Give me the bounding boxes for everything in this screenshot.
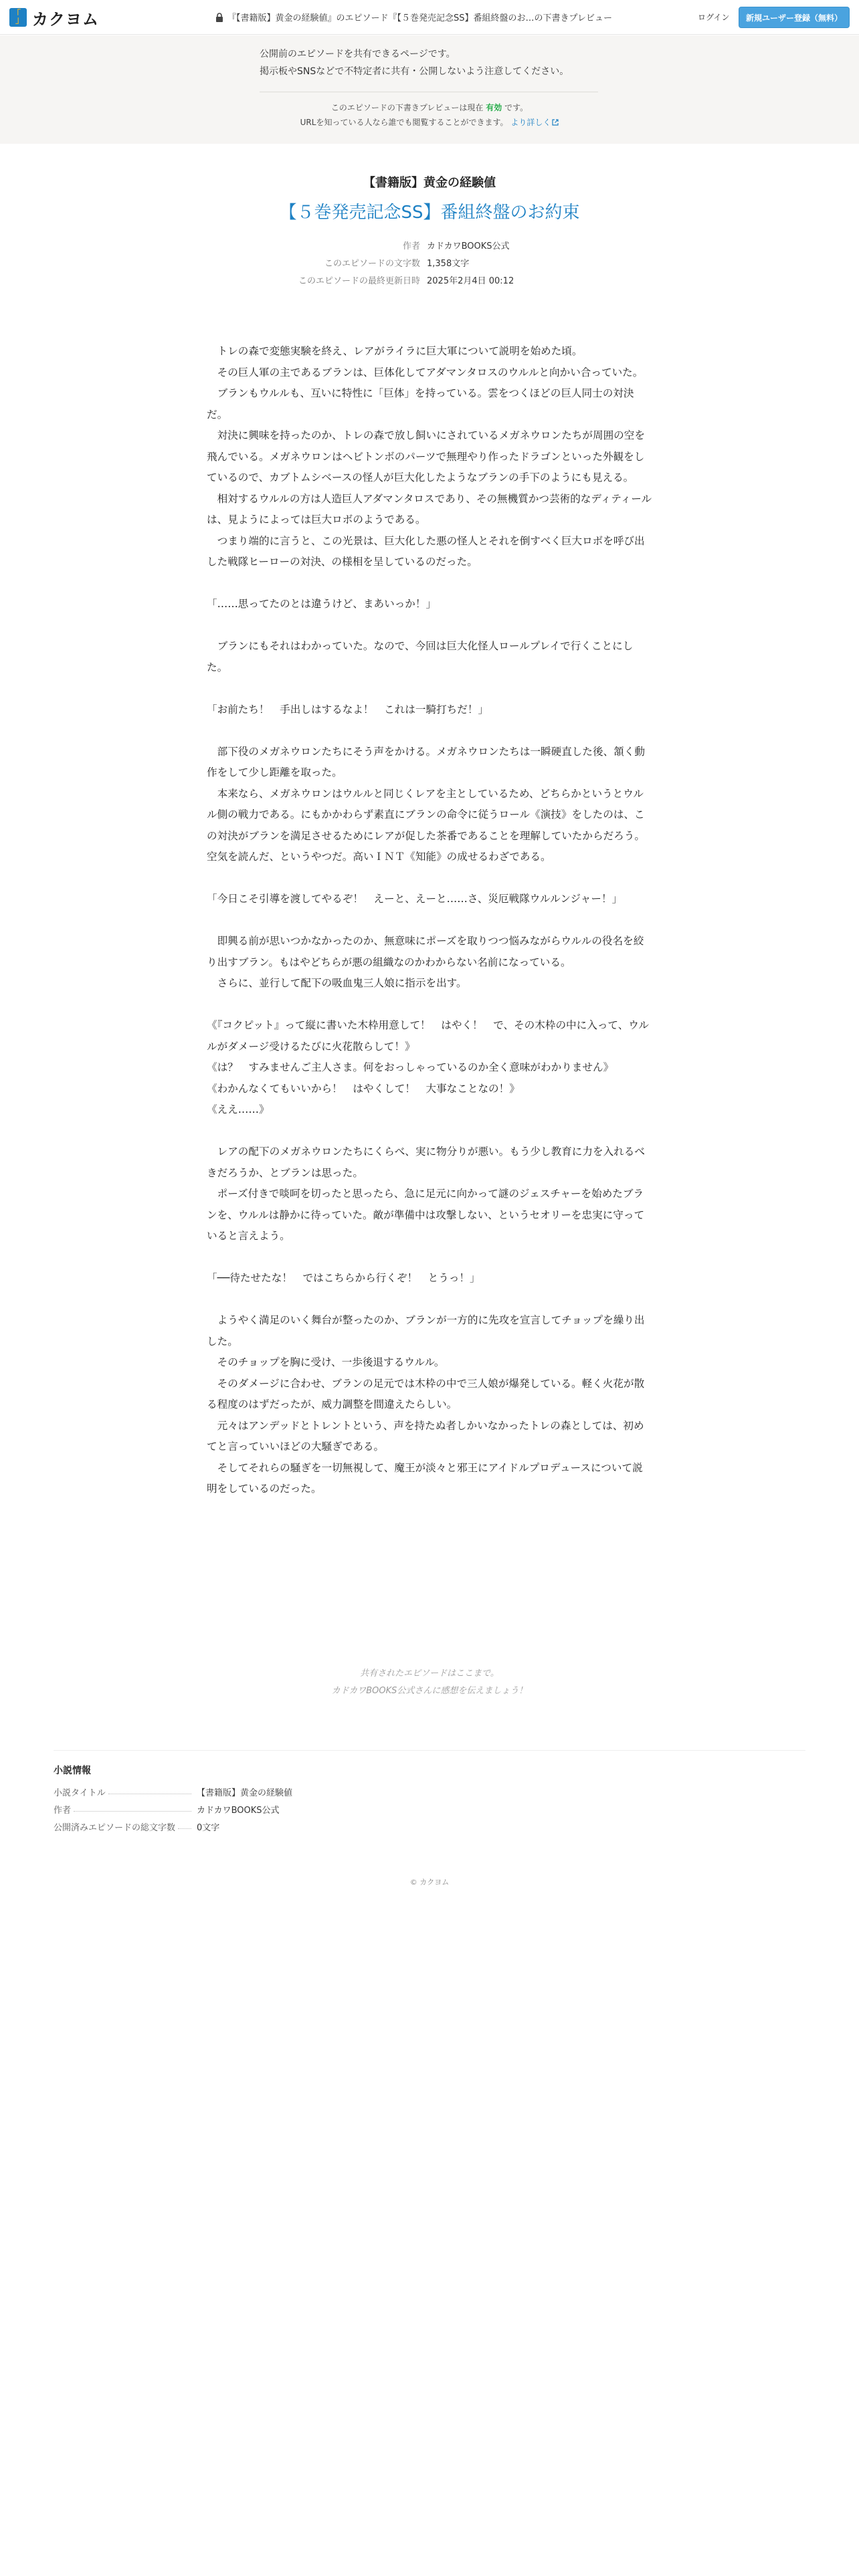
body-paragraph (207, 1121, 652, 1142)
logo-text: カクヨム (32, 9, 99, 29)
end-note-line-2: カドカワBOOKS公式さんに感想を伝えましょう！ (331, 1686, 528, 1696)
kakuyomu-logo[interactable] (9, 7, 99, 27)
info-heading: 小説情報 (54, 1765, 91, 1776)
info-value: 【書籍版】黄金の経験値 (197, 1788, 293, 1798)
meta-label: このエピソードの最終更新日時 (298, 276, 420, 286)
body-paragraph (207, 678, 652, 700)
meta-row-char-count (201, 255, 658, 273)
body-paragraph (207, 910, 652, 932)
body-paragraph: 元々はアンデッドとトレントという、声を持たぬ者しかいなかったトレの森としては、初めてと言っていいほどの大騒ぎである。 (207, 1419, 644, 1453)
body-paragraph: その巨人軍の主であるブランは、巨体化してアダマンタロスのウルルと向かい合っていた。 (207, 366, 644, 379)
body-paragraph: ブランもウルルも、互いに特性に「巨体」を持っている。雲をつくほどの巨人同士の対決だ。 (207, 387, 634, 421)
body-paragraph: 《『コクピット』って縦に書いた木枠用意して！ はやく！ で、その木枠の中に入って、ウルルがダメージ受けるたびに火花散らして！》 (207, 1019, 650, 1053)
info-label-wrap (54, 1802, 197, 1820)
meta-value: 2025年2月4日 00:12 (427, 276, 514, 286)
footer-copyright: © カクヨム (409, 1878, 450, 1887)
info-divider (54, 1750, 805, 1751)
episode-body (207, 341, 652, 1500)
body-paragraph: ポーズ付きで啖呵を切ったと思ったら、急に足元に向かって謎のジェスチャーを始めたブランを、ウルルは静かに待っていた。敵が準備中は攻撃しない、というセオリーを忠実に守っていると言えよう。 (207, 1188, 645, 1242)
notice-status (0, 100, 859, 130)
body-paragraph (207, 1289, 652, 1311)
info-value: 0文字 (197, 1823, 220, 1833)
more-info-link-label: より詳しく (510, 118, 551, 127)
info-label-wrap (54, 1785, 197, 1802)
body-paragraph: 《わかんなくてもいいから！ はやくして！ 大事なことなの！》 (207, 1082, 520, 1095)
episode-meta (201, 238, 658, 290)
end-note-line-1: 共有されたエピソードはここまで。 (360, 1669, 499, 1679)
info-table (54, 1785, 292, 1837)
info-label: 作者 (54, 1806, 72, 1816)
body-paragraph (207, 573, 652, 595)
leader-dots (74, 1811, 191, 1812)
notice-line-4: URLを知っている人なら誰でも閲覧することができます。 (300, 118, 508, 127)
body-paragraph: 「お前たち！ 手出しはするなよ！ これは一騎打ちだ！」 (207, 703, 489, 716)
body-paragraph: トレの森で変態実験を終え、レアがライラに巨大軍について説明を始めた頃。 (207, 345, 583, 357)
info-row-author (54, 1802, 292, 1820)
body-paragraph (207, 868, 652, 889)
body-paragraph (207, 994, 652, 1016)
body-paragraph: 本来なら、メガネウロンはウルルと同じくレアを主としているため、どちらかというとウルル側の戦力である。にもかかわらず素直にブランの命令に従うロール《演技》をしたのは、この対決がブランを満足させるためにレアが促した茶番であることを理解していたからだろう。空気を読んだ、というやつだ。高いＩＮＴ《知能》の成せるわざである。 (207, 787, 645, 863)
status-prefix: このエピソードの下書きプレビューは現在 (330, 103, 484, 112)
logo-glyph-right: 」 (15, 15, 24, 25)
body-paragraph: 「……思ってたのとは違うけど、まあいっか！」 (207, 598, 437, 610)
site-header (0, 0, 859, 35)
body-paragraph: そのチョップを胸に受け、一歩後退するウルル。 (207, 1356, 445, 1368)
header-title-text: 『【書籍版】黄金の経験値』のエピソード『【５巻発売記念SS】番組終盤のお…の下書きプレビュー (227, 13, 612, 23)
body-paragraph: 相対するウルルの方は人造巨人アダマンタロスであり、その無機質かつ芸術的なディティールは、見ようによっては巨大ロボのようである。 (207, 492, 652, 526)
body-paragraph: 「──待たせたな！ ではこちらから行くぞ！ とうっ！」 (207, 1272, 480, 1284)
notice-line-1: 公開前のエピソードを共有できるページです。 (260, 49, 456, 60)
logo-mark-icon (9, 8, 27, 27)
info-label-wrap (54, 1820, 197, 1837)
body-paragraph (207, 1247, 652, 1269)
episode-title: 【５巻発売記念SS】番組終盤のお約束 (279, 203, 580, 223)
lock-icon (215, 13, 223, 22)
info-row-total-chars (54, 1820, 292, 1837)
body-paragraph: 「今日こそ引導を渡してやるぞ！ えーと、えーと……さ、災厄戦隊ウルルンジャー！」 (207, 893, 623, 905)
end-note (0, 1665, 859, 1700)
header-title (215, 11, 612, 23)
body-paragraph: ブランにもそれはわかっていた。なので、今回は巨大化怪人ロールプレイで行くことにした。 (207, 640, 634, 673)
meta-label: このエピソードの文字数 (324, 259, 420, 269)
external-link-icon (552, 119, 559, 126)
body-paragraph: そのダメージに合わせ、ブランの足元では木枠の中で三人娘が爆発している。軽く火花が散る程度のはずだったが、威力調整を間違えたらしい。 (207, 1377, 645, 1410)
body-paragraph: 対決に興味を持ったのか、トレの森で放し飼いにされているメガネウロンたちが周囲の空を飛んでいる。メガネウロンはヘビトンボのパーツで無理やり作ったドラゴンといった外観をしているので、カブトムシベースの怪人が巨大化したようなブランの手下のようにも見える。 (207, 429, 645, 484)
share-notice (0, 35, 859, 144)
body-paragraph: ようやく満足のいく舞台が整ったのか、ブランが一方的に先攻を宣言してチョップを繰り出した。 (207, 1314, 645, 1348)
info-label: 公開済みエピソードの総文字数 (54, 1823, 176, 1833)
notice-line-2: 掲示板やSNSなどで不特定者に共有・公開しないよう注意してください。 (260, 66, 569, 77)
meta-value: 1,358文字 (427, 259, 470, 269)
body-paragraph: 部下役のメガネウロンたちにそう声をかける。メガネウロンたちは一瞬硬直した後、頷く動作をして少し距離を取った。 (207, 745, 645, 778)
work-title: 【書籍版】黄金の経験値 (363, 176, 496, 190)
status-suffix: です。 (504, 103, 529, 112)
info-row-title (54, 1785, 292, 1802)
body-paragraph: 即興る前が思いつかなかったのか、無意味にポーズを取りつつ悩みながらウルルの役名を絞り出すブラン。もはやどちらが悪の組織なのかわからない名前になっている。 (207, 935, 644, 968)
body-paragraph: 《ええ……》 (207, 1103, 270, 1115)
signup-button[interactable]: 新規ユーザー登録（無料） (739, 7, 850, 28)
meta-label: 作者 (402, 241, 420, 251)
body-paragraph: そしてそれらの騒ぎを一切無視して、魔王が淡々と邪王にアイドルプロデュースについて説明をしているのだった。 (207, 1461, 643, 1495)
body-paragraph (207, 615, 652, 637)
info-value: カドカワBOOKS公式 (197, 1806, 280, 1816)
more-info-link[interactable] (510, 118, 559, 127)
logo-glyph-left: 「 (12, 9, 21, 19)
meta-row-author (201, 238, 658, 255)
login-link[interactable]: ログイン (698, 13, 730, 22)
body-paragraph: 《は？ すみませんご主人さま。何をおっしゃっているのか全く意味がわかりません》 (207, 1061, 614, 1073)
body-paragraph: つまり端的に言うと、この光景は、巨大化した悪の怪人とそれを倒すべく巨大ロボを呼び出した戦隊ヒーローの対決、の様相を呈しているのだった。 (207, 534, 645, 568)
meta-value: カドカワBOOKS公式 (427, 241, 510, 251)
info-label: 小説タイトル (54, 1788, 106, 1798)
status-value: 有効 (486, 103, 502, 112)
body-paragraph (207, 720, 652, 742)
body-paragraph: レアの配下のメガネウロンたちにくらべ、実に物分りが悪い。もう少し教育に力を入れるべきだろうか、とブランは思った。 (207, 1146, 645, 1179)
meta-row-updated (201, 273, 658, 290)
notice-warning (260, 45, 569, 80)
body-paragraph: さらに、並行して配下の吸血鬼三人娘に指示を出す。 (207, 977, 467, 989)
leader-dots (178, 1828, 191, 1829)
